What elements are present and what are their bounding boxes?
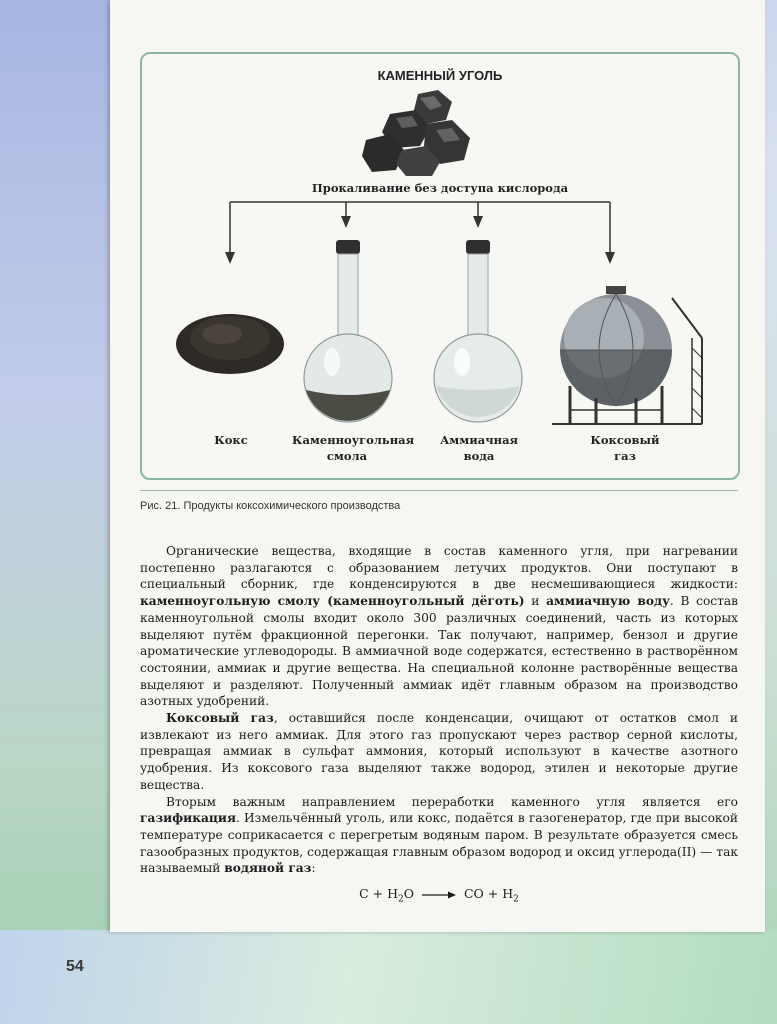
coal-tar-flask: [302, 240, 394, 430]
figure-caption: Рис. 21. Продукты коксохимического производства: [140, 500, 401, 512]
coal-image: [360, 88, 480, 178]
reaction-arrow-icon: [422, 891, 456, 899]
paragraph-3: Вторым важным направлением переработки каменного угля является его газификация. Измельчённый уголь, или кокс, подаётся в газогенератор, где при высокой температуре соприкасается с перегретым водяным паром. В результате образуется смесь газообразных продуктов, содержащая главным образом водород и оксид углерода(II) — так называемый водяной газ:: [140, 794, 738, 876]
ammonia-water-flask: [432, 240, 524, 430]
paragraph-1: Органические вещества, входящие в состав каменного угля, при нагревании постепенно разлагаются с образованием летучих продуктов. Они поступают в специальный сборник, где конденсируются в две несмешивающиеся жидкости: каменноугольную смолу (каменноугольный дёготь) и аммиачную воду. В состав каменноугольной смолы входит около 300 различных соединений, часть из которых выделяют путём фракционной перегонки. Так получают, например, бензол и другие ароматические углеводороды. В аммиачной воде содержатся, естественно в растворённом состоянии, аммиак и другие вещества. На специальной колонне растворённые вещества выделяют и разделяют. Полученный аммиак идёт главным образом на производство азотных удобрений.: [140, 544, 739, 709]
chemical-equation: $C + H_2O$ CO + $H_2$: [359, 886, 519, 905]
figure-title: КАМЕННЫЙ УГОЛЬ: [377, 68, 503, 83]
coke-image: [172, 304, 288, 376]
book-spine-shade: [0, 0, 120, 1024]
product-label-ammonia-water: Аммиачная вода: [439, 433, 519, 463]
paragraph-2: Коксовый газ, оставшийся после конденсации, очищают от остатков смол и извлекают из него аммиак. Для этого газ пропускают через раствор серной кислоты, превращая аммиак в сульфат аммония, который используют в качестве азотного удобрения. Из коксового газа выделяют также водород, этилен и некоторые другие вещества.: [140, 711, 738, 792]
background-band: [0, 930, 777, 1024]
gas-holder-image: [552, 278, 712, 428]
caption-rule: [140, 490, 738, 491]
product-label-coal-tar: Каменноугольная смола: [292, 433, 415, 463]
figure-frame: [140, 52, 740, 480]
product-label-coke: Кокс: [214, 433, 248, 447]
page-number: 54: [66, 958, 84, 975]
product-label-coke-gas: Коксовый газ: [590, 433, 660, 463]
process-label: Прокаливание без доступа кислорода: [311, 181, 569, 195]
body-text: [140, 543, 738, 877]
